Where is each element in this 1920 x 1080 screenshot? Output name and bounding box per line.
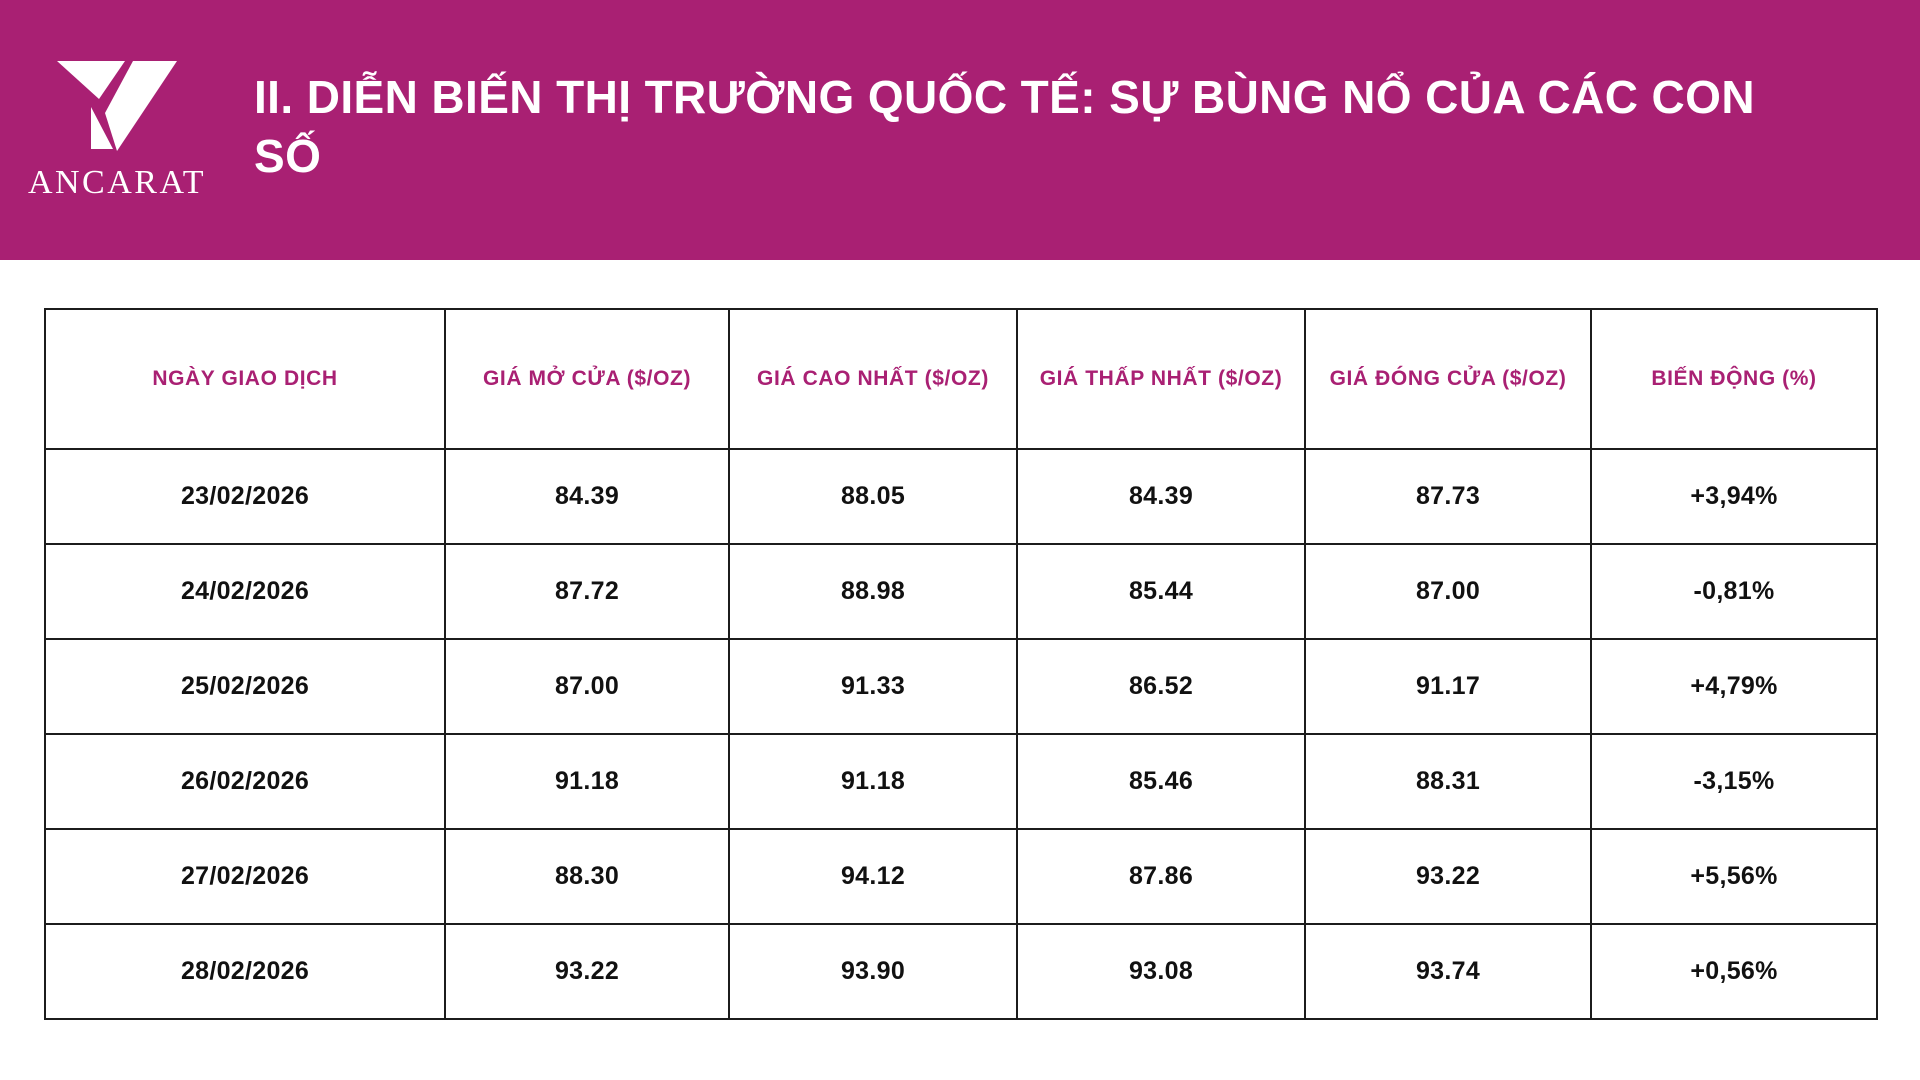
cell-low: 87.86 bbox=[1017, 829, 1305, 924]
table-header bbox=[45, 309, 1877, 449]
cell-low: 84.39 bbox=[1017, 449, 1305, 544]
table-container bbox=[0, 260, 1920, 1020]
ancarat-diamond-logo-icon bbox=[47, 53, 187, 158]
column-header-change: BIẾN ĐỘNG (%) bbox=[1591, 309, 1877, 449]
brand-name: ANCARAT bbox=[27, 163, 207, 201]
cell-change: +0,56% bbox=[1591, 924, 1877, 1019]
cell-high: 88.98 bbox=[729, 544, 1017, 639]
table-row bbox=[45, 734, 1877, 829]
cell-low: 93.08 bbox=[1017, 924, 1305, 1019]
market-data-table bbox=[44, 308, 1878, 1020]
cell-high: 94.12 bbox=[729, 829, 1017, 924]
table-header-row bbox=[45, 309, 1877, 449]
cell-open: 93.22 bbox=[445, 924, 729, 1019]
cell-open: 87.00 bbox=[445, 639, 729, 734]
cell-change: +4,79% bbox=[1591, 639, 1877, 734]
cell-date: 28/02/2026 bbox=[45, 924, 445, 1019]
cell-open: 88.30 bbox=[445, 829, 729, 924]
column-header-date: NGÀY GIAO DỊCH bbox=[45, 309, 445, 449]
table-row bbox=[45, 544, 1877, 639]
cell-close: 87.73 bbox=[1305, 449, 1591, 544]
page-title: II. DIỄN BIẾN THỊ TRƯỜNG QUỐC TẾ: SỰ BÙNG NỔ CỦA CÁC CON SỐ bbox=[254, 71, 1755, 182]
cell-date: 25/02/2026 bbox=[45, 639, 445, 734]
column-header-open: GIÁ MỞ CỬA ($/OZ) bbox=[445, 309, 729, 449]
cell-change: -0,81% bbox=[1591, 544, 1877, 639]
header-banner bbox=[0, 0, 1920, 260]
cell-high: 91.33 bbox=[729, 639, 1017, 734]
cell-date: 27/02/2026 bbox=[45, 829, 445, 924]
cell-change: -3,15% bbox=[1591, 734, 1877, 829]
cell-high: 88.05 bbox=[729, 449, 1017, 544]
column-header-low: GIÁ THẤP NHẤT ($/OZ) bbox=[1017, 309, 1305, 449]
cell-open: 87.72 bbox=[445, 544, 729, 639]
table-row bbox=[45, 924, 1877, 1019]
table-row bbox=[45, 829, 1877, 924]
cell-high: 93.90 bbox=[729, 924, 1017, 1019]
cell-high: 91.18 bbox=[729, 734, 1017, 829]
cell-close: 93.74 bbox=[1305, 924, 1591, 1019]
cell-low: 86.52 bbox=[1017, 639, 1305, 734]
cell-low: 85.44 bbox=[1017, 544, 1305, 639]
cell-change: +3,94% bbox=[1591, 449, 1877, 544]
table-body bbox=[45, 449, 1877, 1019]
cell-close: 87.00 bbox=[1305, 544, 1591, 639]
column-header-high: GIÁ CAO NHẤT ($/OZ) bbox=[729, 309, 1017, 449]
cell-date: 26/02/2026 bbox=[45, 734, 445, 829]
table-row bbox=[45, 639, 1877, 734]
brand-block bbox=[22, 53, 212, 202]
cell-close: 88.31 bbox=[1305, 734, 1591, 829]
cell-change: +5,56% bbox=[1591, 829, 1877, 924]
cell-close: 93.22 bbox=[1305, 829, 1591, 924]
cell-open: 84.39 bbox=[445, 449, 729, 544]
table-row bbox=[45, 449, 1877, 544]
cell-open: 91.18 bbox=[445, 734, 729, 829]
cell-low: 85.46 bbox=[1017, 734, 1305, 829]
cell-date: 23/02/2026 bbox=[45, 449, 445, 544]
column-header-close: GIÁ ĐÓNG CỬA ($/OZ) bbox=[1305, 309, 1591, 449]
cell-date: 24/02/2026 bbox=[45, 544, 445, 639]
cell-close: 91.17 bbox=[1305, 639, 1591, 734]
